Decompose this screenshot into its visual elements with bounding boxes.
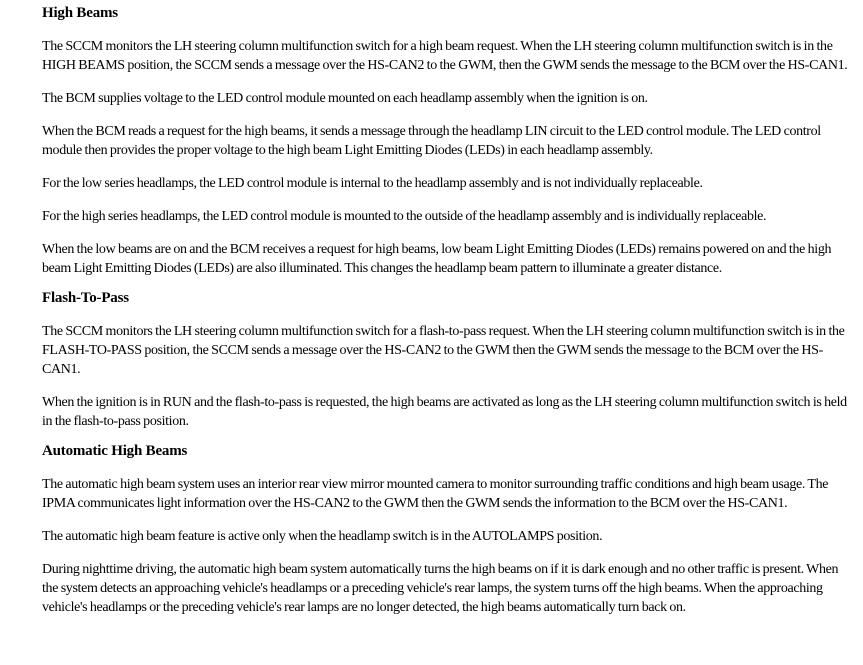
section-heading-high-beams: High Beams <box>42 5 118 21</box>
paragraph: The automatic high beam feature is active only when the headlamp switch is in the AUTOLAMPS position. <box>42 529 603 544</box>
paragraph: For the low series headlamps, the LED control module is internal to the headlamp assembly and is not individually replaceable. <box>42 176 703 191</box>
paragraph: The automatic high beam system uses an interior rear view mirror mounted camera to monitor surrounding traffic conditions and high beam usage. The IPMA communicates light information over the HS-CAN2 to the GWM then the GWM sends the information to the BCM over the HS-CAN1. <box>42 477 829 511</box>
section-heading-automatic-high-beams: Automatic High Beams <box>42 443 188 459</box>
section-heading-flash-to-pass: Flash-To-Pass <box>42 290 129 306</box>
paragraph: When the low beams are on and the BCM receives a request for high beams, low beam Light Emitting Diodes (LEDs) remains powered on and the high beam Light Emitting Diodes (LEDs) are also illuminated. This changes the headlamp beam pattern to illuminate a greater distance. <box>42 242 832 276</box>
paragraph: The SCCM monitors the LH steering column multifunction switch for a high beam request. When the LH steering column multifunction switch is in the HIGH BEAMS position, the SCCM sends a message over the HS-CAN2 to the GWM, then the GWM sends the message to the BCM over the HS-CAN1. <box>42 39 848 73</box>
paragraph: The BCM supplies voltage to the LED control module mounted on each headlamp assembly when the ignition is on. <box>42 91 648 106</box>
paragraph: During nighttime driving, the automatic high beam system automatically turns the high beams on if it is dark enough and no other traffic is present. When the system detects an approaching vehicle's headlamps or a preceding vehicle's rear lamps, the system turns off the high beams. When the approaching vehicle's headlamps or the preceding vehicle's rear lamps are no longer detected, the high beams automatically turn back on. <box>42 562 839 615</box>
paragraph: When the ignition is in RUN and the flash-to-pass is requested, the high beams are activated as long as the LH steering column multifunction switch is held in the flash-to-pass position. <box>42 395 847 429</box>
paragraph: When the BCM reads a request for the high beams, it sends a message through the headlamp LIN circuit to the LED control module. The LED control module then provides the proper voltage to the high beam Light Emitting Diodes (LEDs) in each headlamp assembly. <box>42 124 821 158</box>
paragraph: The SCCM monitors the LH steering column multifunction switch for a flash-to-pass request. When the LH steering column multifunction switch is in the FLASH-TO-PASS position, the SCCM sends a message over the HS-CAN2 to the GWM then the GWM sends the message to the BCM over the HS-CAN1. <box>42 324 845 377</box>
paragraph: For the high series headlamps, the LED control module is mounted to the outside of the headlamp assembly and is individually replaceable. <box>42 209 767 224</box>
